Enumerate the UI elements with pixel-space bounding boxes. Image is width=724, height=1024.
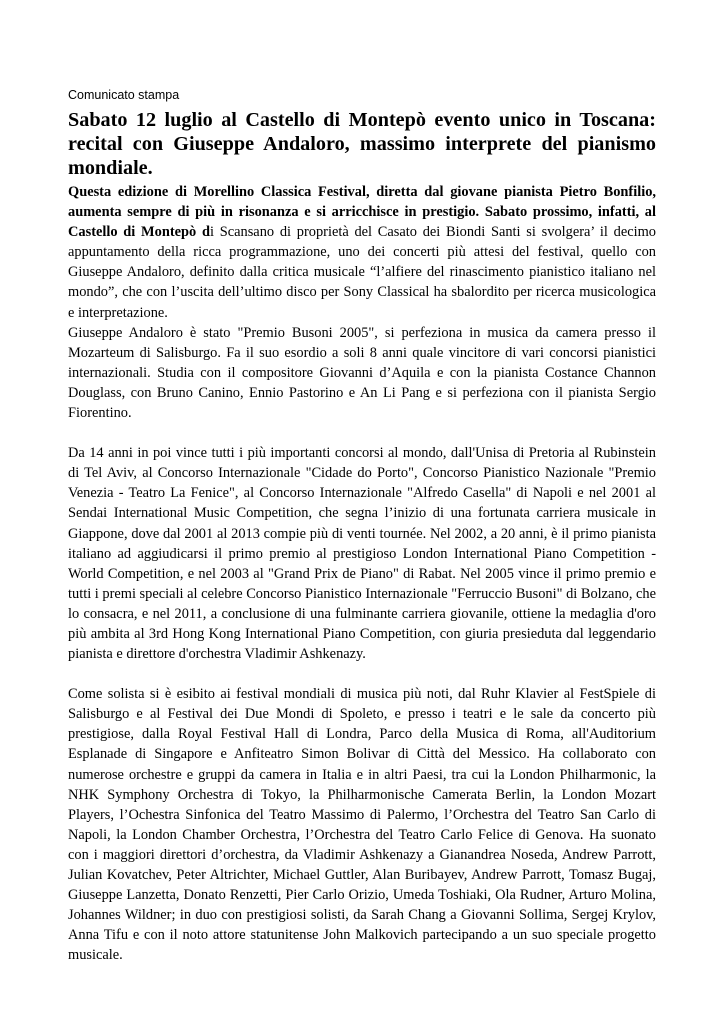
paragraph-competitions: Da 14 anni in poi vince tutti i più importanti concorsi al mondo, dall'Unisa di Pretoria al Rubinstein di Tel Aviv, al Concorso Internazionale "Cidade do Porto", Concorso Pianistico Nazionale "Premio Venezia - Teatro La Fenice", al Concorso Internazionale "Alfredo Casella" di Napoli e nel 2001 al Sendai International Music Competition, che segna l’inizio di una fortunata carriera musicale in Giappone, dove dal 2001 al 2013 compie più di venti tournée. Nel 2002, a 20 anni, è il primo pianista italiano ad aggiudicarsi il primo premio al prestigioso London International Piano Competition - World Competition, e nel 2003 al "Grand Prix de Piano" di Rabat. Nel 2005 vince il primo premio e tutti i premi speciali al celebre Concorso Pianistico Internazionale "Ferruccio Busoni" di Bolzano, che lo consacra, e nel 2011, a conclusione di una fulminante carriera giovanile, ottiene la medaglia d'oro più ambita al 3rd Hong Kong International Piano Competition, con giuria presieduta dal leggendario pianista e direttore d'orchestra Vladimir Ashkenazy. [68,445,656,663]
intro-text: i Scansano di proprietà del Casato dei Biondi Santi si svolgera’ il decimo appuntamento della ricca programmazione, uno dei concerti più attesi del festival, quello con Giuseppe Andaloro, definito dalla critica musicale “l’alfiere del rinascimento pianistico italiano nel mondo”, che con l’uscita dell’ultimo disco per Sony Classical ha sbalordito per ricerca musicologica e interpretazione. [68,224,656,321]
document-title: Sabato 12 luglio al Castello di Montepò evento unico in Toscana: recital con Giuseppe Andaloro, massimo interprete del pianismo mondiale. [68,109,656,179]
paragraph-spacer [68,423,656,443]
document-label: Comunicato stampa [68,88,180,102]
paragraph-spacer [68,664,656,684]
intro-bold-text: Questa edizione di Morellino Classica Festival, diretta dal giovane pianista Pietro Bonfilio, aumenta sempre di più in risonanza e si arricchisce in prestigio. Sabato prossimo, infatti, al Castello di Montepò d [68,184,656,241]
intro-paragraph [68,182,656,323]
paragraph-biography: Giuseppe Andaloro è stato "Premio Busoni 2005", si perfeziona in musica da camera presso il Mozarteum di Salisburgo. Fa il suo esordio a soli 8 anni quale vincitore di vari concorsi pianistici internazionali. Studia con il compositore Giovanni d’Aquila e con la pianista Costance Channon Douglass, con Bruno Canino, Ennio Pastorino e An Li Pang e si perfeziona con il pianista Sergio Fiorentino. [68,324,656,422]
document-page [68,87,656,965]
paragraph-career: Come solista si è esibito ai festival mondiali di musica più noti, dal Ruhr Klavier al FestSpiele di Salisburgo e al Festival dei Due Mondi di Spoleto, e presso i teatri e le sale da concerto più prestigiose, dalla Royal Festival Hall di Londra, Parco della Musica di Roma, all'Auditorium Esplanade di Singapore e Anfiteatro Simon Bolivar di Città del Messico. Ha collaborato con numerose orchestre e gruppi da camera in Italia e in altri Paesi, tra cui la London Philharmonic, la NHK Symphony Orchestra di Tokyo, la Philharmonische Camerata Berlin, la London Mozart Players, l’Ochestra Sinfonica del Teatro Massimo di Palermo, l’Orchestra del Teatro San Carlo di Napoli, la London Chamber Orchestra, l’Orchestra del Teatro Carlo Felice di Genova. Ha suonato con i maggiori direttori d’orchestra, da Vladimir Ashkenazy a Gianandrea Noseda, Andrew Parrott, Julian Kovatchev, Peter Altrichter, Michael Guttler, Alan Buribayev, Andrew Parrott, Tomasz Bugaj, Giuseppe Lanzetta, Donato Renzetti, Pier Carlo Orizio, Umeda Toshiaki, Ola Rudner, Arturo Molina, Johannes Wildner; in duo con prestigiosi solisti, da Sarah Chang a Giovanni Sollima, Sergej Krylov, Anna Tifu e con il noto attore statunitense John Malkovich partecipando a un suo speciale progetto musicale. [68,686,656,964]
